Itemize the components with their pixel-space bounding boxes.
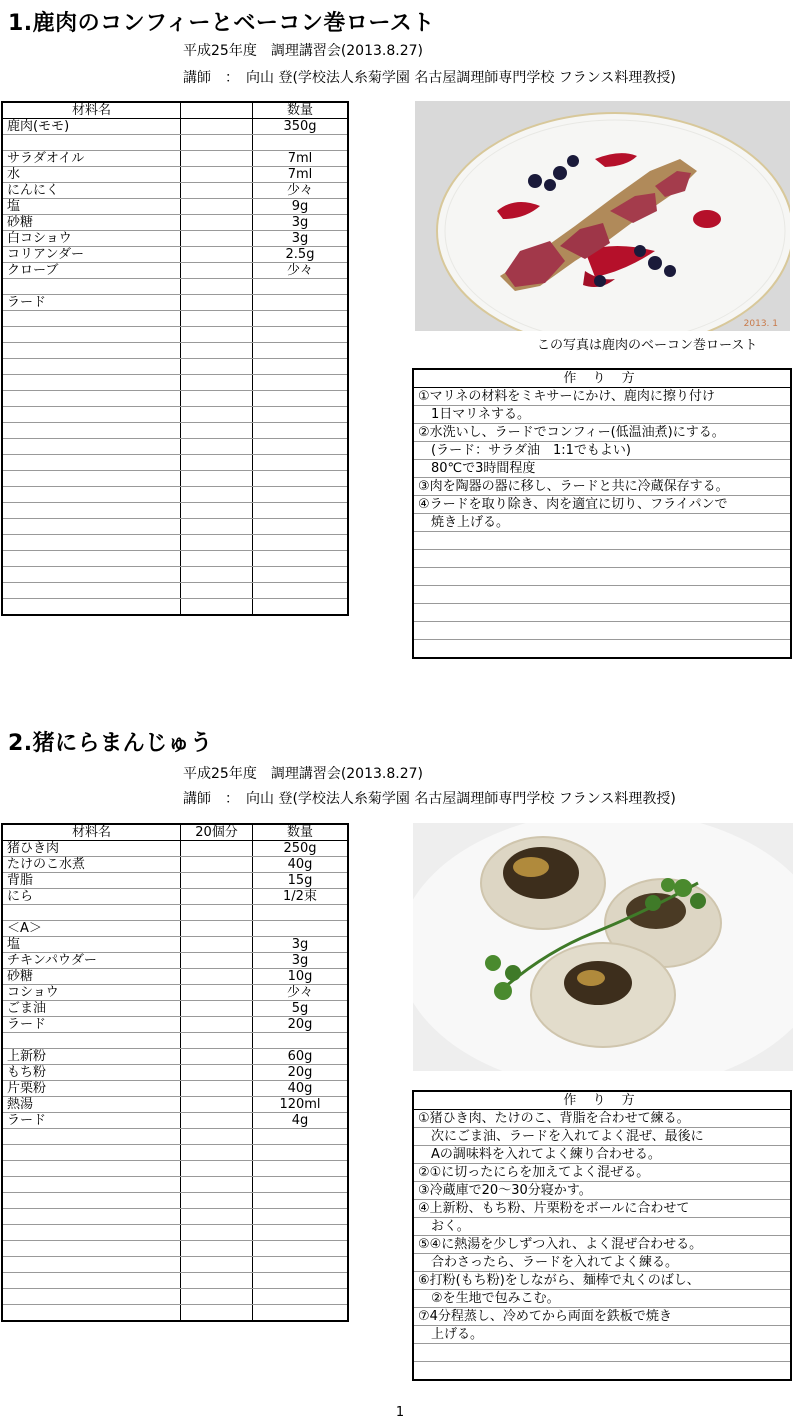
ingredient-note: [181, 247, 253, 263]
ingredient-quantity: [253, 551, 349, 567]
recipe2-session: 平成25年度 調理講習会(2013.8.27): [183, 766, 423, 782]
ingredient-quantity: [253, 1257, 349, 1273]
recipe1-photo: [415, 101, 790, 331]
ingredient-quantity: [253, 1161, 349, 1177]
ingredient-name: [2, 1305, 181, 1322]
ingredient-note: [181, 439, 253, 455]
table-row: [2, 1177, 348, 1193]
table-row: [2, 937, 348, 953]
recipe1-session: 平成25年度 調理講習会(2013.8.27): [183, 43, 423, 59]
recipe2-method-box: [412, 1090, 792, 1381]
table-header-row: [2, 824, 348, 841]
ingredient-quantity: [253, 1289, 349, 1305]
ingredient-quantity: [253, 1033, 349, 1049]
table-row: [2, 327, 348, 343]
ingredient-note: [181, 1145, 253, 1161]
ingredient-quantity: 7ml: [253, 151, 349, 167]
method-line: 1日マリネする。: [414, 406, 790, 424]
table-row: [2, 1273, 348, 1289]
table-row: [2, 567, 348, 583]
ingredient-quantity: [253, 1129, 349, 1145]
ingredient-quantity: [253, 1209, 349, 1225]
method-line: 次にごま油、ラードを入れてよく混ぜ、最後に: [414, 1128, 790, 1146]
table-row: [2, 1305, 348, 1322]
ingredient-quantity: [253, 1241, 349, 1257]
ingredient-name: [2, 471, 181, 487]
table-row: [2, 1225, 348, 1241]
ingredient-quantity: [253, 599, 349, 616]
ingredient-quantity: [253, 455, 349, 471]
ingredient-quantity: 2.5g: [253, 247, 349, 263]
ingredient-note: [181, 1289, 253, 1305]
ingredient-name: [2, 1129, 181, 1145]
ingredient-name: [2, 359, 181, 375]
method-line: ⑤④に熱湯を少しずつ入れ、よく混ぜ合わせる。: [414, 1236, 790, 1254]
ingredient-name: クローブ: [2, 263, 181, 279]
ingredient-name: 上新粉: [2, 1049, 181, 1065]
ingredient-name: [2, 311, 181, 327]
ingredient-note: [181, 873, 253, 889]
ingredient-note: [181, 167, 253, 183]
ingredient-note: [181, 215, 253, 231]
ingredient-note: [181, 391, 253, 407]
table-row: [2, 311, 348, 327]
ingredient-name: [2, 535, 181, 551]
method-line: [414, 622, 790, 640]
ingredient-name: [2, 1033, 181, 1049]
ingredient-quantity: [253, 1177, 349, 1193]
table-row: [2, 295, 348, 311]
method-line: [414, 532, 790, 550]
ingredient-name: 塩: [2, 937, 181, 953]
ingredient-quantity: 20g: [253, 1017, 349, 1033]
ingredient-quantity: [253, 583, 349, 599]
ingredient-note: [181, 455, 253, 471]
photo-date-stamp: 2013. 1: [743, 319, 778, 329]
table-row: [2, 151, 348, 167]
ingredient-note: [181, 1097, 253, 1113]
table-row: [2, 985, 348, 1001]
ingredient-quantity: 9g: [253, 199, 349, 215]
method-line: ②水洗いし、ラードでコンフィー(低温油煮)にする。: [414, 424, 790, 442]
method-line: ①マリネの材料をミキサーにかけ、鹿肉に擦り付け: [414, 388, 790, 406]
ingredient-name: [2, 1241, 181, 1257]
ingredient-name: [2, 503, 181, 519]
ingredient-note: [181, 985, 253, 1001]
column-header: [181, 102, 253, 119]
ingredient-quantity: [253, 295, 349, 311]
ingredient-note: [181, 343, 253, 359]
ingredient-name: にら: [2, 889, 181, 905]
ingredient-name: [2, 455, 181, 471]
ingredient-name: [2, 391, 181, 407]
ingredient-name: もち粉: [2, 1065, 181, 1081]
table-row: [2, 1081, 348, 1097]
ingredient-name: 砂糖: [2, 969, 181, 985]
method-line: [414, 586, 790, 604]
ingredient-name: [2, 135, 181, 151]
ingredient-note: [181, 1081, 253, 1097]
method-line: 80℃で3時間程度: [414, 460, 790, 478]
ingredient-name: [2, 407, 181, 423]
ingredient-note: [181, 1241, 253, 1257]
ingredient-name: ラード: [2, 1017, 181, 1033]
ingredient-note: [181, 423, 253, 439]
ingredient-note: [181, 551, 253, 567]
ingredient-note: [181, 503, 253, 519]
method-line: ③肉を陶器の器に移し、ラードと共に冷蔵保存する。: [414, 478, 790, 496]
ingredient-name: [2, 551, 181, 567]
table-row: [2, 1161, 348, 1177]
ingredient-quantity: [253, 535, 349, 551]
ingredient-note: [181, 135, 253, 151]
table-row: [2, 359, 348, 375]
column-header: 材料名: [2, 102, 181, 119]
ingredient-quantity: [253, 439, 349, 455]
method-line: ⑦4分程蒸し、冷めてから両面を鉄板で焼き: [414, 1308, 790, 1326]
table-row: [2, 1113, 348, 1129]
ingredient-name: [2, 375, 181, 391]
ingredient-note: [181, 199, 253, 215]
ingredient-note: [181, 231, 253, 247]
ingredient-name: 猪ひき肉: [2, 841, 181, 857]
method-line: [414, 550, 790, 568]
ingredient-note: [181, 1065, 253, 1081]
table-row: [2, 535, 348, 551]
ingredient-name: [2, 905, 181, 921]
table-row: [2, 551, 348, 567]
ingredient-name: [2, 1273, 181, 1289]
table-row: [2, 183, 348, 199]
column-header: 材料名: [2, 824, 181, 841]
ingredient-quantity: 3g: [253, 937, 349, 953]
ingredient-quantity: [253, 1193, 349, 1209]
ingredient-name: ラード: [2, 1113, 181, 1129]
method-line: [414, 640, 790, 657]
method-line: ②①に切ったにらを加えてよく混ぜる。: [414, 1164, 790, 1182]
ingredient-note: [181, 841, 253, 857]
ingredient-quantity: [253, 1305, 349, 1322]
ingredient-note: [181, 119, 253, 135]
method-line: [414, 568, 790, 586]
ingredient-name: [2, 1225, 181, 1241]
recipe1-method-box: [412, 368, 792, 659]
table-row: [2, 119, 348, 135]
recipe1-ingredients-table: [1, 101, 349, 616]
ingredient-name: [2, 487, 181, 503]
ingredient-name: コショウ: [2, 985, 181, 1001]
ingredient-quantity: 少々: [253, 263, 349, 279]
ingredient-quantity: 3g: [253, 215, 349, 231]
ingredient-note: [181, 311, 253, 327]
ingredient-note: [181, 535, 253, 551]
table-row: [2, 391, 348, 407]
method-line: ④ラードを取り除き、肉を適宜に切り、フライパンで: [414, 496, 790, 514]
recipe1-photo-caption: この写真は鹿肉のベーコン巻ロースト: [537, 338, 758, 353]
ingredient-name: [2, 599, 181, 616]
ingredient-quantity: 250g: [253, 841, 349, 857]
ingredient-name: 鹿肉(モモ): [2, 119, 181, 135]
ingredient-quantity: 1/2束: [253, 889, 349, 905]
ingredient-quantity: [253, 503, 349, 519]
ingredient-note: [181, 183, 253, 199]
table-row: [2, 953, 348, 969]
table-row: [2, 455, 348, 471]
ingredient-note: [181, 295, 253, 311]
method-header: 作 り 方: [414, 1092, 790, 1110]
table-row: [2, 1193, 348, 1209]
ingredient-quantity: [253, 1273, 349, 1289]
ingredient-quantity: [253, 135, 349, 151]
ingredient-note: [181, 263, 253, 279]
table-row: [2, 423, 348, 439]
table-row: [2, 199, 348, 215]
ingredient-quantity: [253, 311, 349, 327]
ingredient-name: 白コショウ: [2, 231, 181, 247]
ingredient-quantity: [253, 359, 349, 375]
ingredient-quantity: 少々: [253, 183, 349, 199]
ingredient-name: [2, 423, 181, 439]
ingredient-name: [2, 1257, 181, 1273]
table-row: [2, 343, 348, 359]
method-line: 上げる。: [414, 1326, 790, 1344]
table-row: [2, 1001, 348, 1017]
ingredient-name: ラード: [2, 295, 181, 311]
ingredient-quantity: [253, 905, 349, 921]
ingredient-note: [181, 487, 253, 503]
method-line: (ラード：サラダ油 1:1でもよい): [414, 442, 790, 460]
table-row: [2, 1241, 348, 1257]
ingredient-quantity: [253, 471, 349, 487]
table-row: [2, 247, 348, 263]
ingredient-name: [2, 343, 181, 359]
ingredient-name: [2, 279, 181, 295]
table-row: [2, 1017, 348, 1033]
ingredient-quantity: 3g: [253, 231, 349, 247]
table-row: [2, 1065, 348, 1081]
table-header-row: [2, 102, 348, 119]
table-row: [2, 215, 348, 231]
table-row: [2, 439, 348, 455]
ingredient-note: [181, 1305, 253, 1322]
ingredient-quantity: [253, 423, 349, 439]
ingredient-quantity: 5g: [253, 1001, 349, 1017]
table-row: [2, 487, 348, 503]
ingredient-name: [2, 1161, 181, 1177]
ingredient-note: [181, 1129, 253, 1145]
method-line: [414, 1362, 790, 1379]
ingredient-note: [181, 857, 253, 873]
table-row: [2, 1145, 348, 1161]
page-number: 1: [395, 1405, 405, 1420]
ingredient-quantity: 120ml: [253, 1097, 349, 1113]
ingredient-name: [2, 1193, 181, 1209]
ingredient-quantity: 少々: [253, 985, 349, 1001]
table-row: [2, 1129, 348, 1145]
table-row: [2, 583, 348, 599]
recipe2-title: 2.猪にらまんじゅう: [8, 731, 213, 756]
ingredient-name: [2, 583, 181, 599]
table-row: [2, 969, 348, 985]
ingredient-quantity: [253, 375, 349, 391]
method-line: ①猪ひき肉、たけのこ、背脂を合わせて練る。: [414, 1110, 790, 1128]
column-header: 数量: [253, 102, 349, 119]
ingredient-note: [181, 375, 253, 391]
method-line: [414, 1344, 790, 1362]
method-line: ④上新粉、もち粉、片栗粉をボールに合わせて: [414, 1200, 790, 1218]
ingredient-note: [181, 1209, 253, 1225]
method-line: Aの調味料を入れてよく練り合わせる。: [414, 1146, 790, 1164]
method-line: ②を生地で包みこむ。: [414, 1290, 790, 1308]
column-header: 数量: [253, 824, 349, 841]
table-row: [2, 1257, 348, 1273]
ingredient-name: 熱湯: [2, 1097, 181, 1113]
table-row: [2, 1209, 348, 1225]
ingredient-name: [2, 327, 181, 343]
table-row: [2, 503, 348, 519]
ingredient-quantity: [253, 407, 349, 423]
table-row: [2, 1097, 348, 1113]
ingredient-note: [181, 1033, 253, 1049]
ingredient-note: [181, 359, 253, 375]
recipe2-photo: [413, 823, 793, 1071]
ingredient-note: [181, 1225, 253, 1241]
ingredient-name: 水: [2, 167, 181, 183]
table-row: [2, 1049, 348, 1065]
table-row: [2, 857, 348, 873]
ingredient-note: [181, 279, 253, 295]
ingredient-name: ＜A＞: [2, 921, 181, 937]
ingredient-name: コリアンダー: [2, 247, 181, 263]
table-row: [2, 1289, 348, 1305]
ingredient-quantity: [253, 921, 349, 937]
ingredient-note: [181, 1257, 253, 1273]
table-row: [2, 167, 348, 183]
method-line: 合わさったら、ラードを入れてよく練る。: [414, 1254, 790, 1272]
ingredient-note: [181, 327, 253, 343]
ingredient-quantity: [253, 343, 349, 359]
ingredient-quantity: 10g: [253, 969, 349, 985]
ingredient-name: ごま油: [2, 1001, 181, 1017]
ingredient-name: [2, 1209, 181, 1225]
recipe2-instructor: 講師 ： 向山 登(学校法人糸菊学園 名古屋調理師専門学校 フランス料理教授): [183, 791, 676, 807]
table-row: [2, 231, 348, 247]
ingredient-note: [181, 519, 253, 535]
ingredient-note: [181, 599, 253, 616]
ingredient-quantity: [253, 1225, 349, 1241]
ingredient-note: [181, 567, 253, 583]
ingredient-name: にんにく: [2, 183, 181, 199]
ingredient-note: [181, 1017, 253, 1033]
table-row: [2, 519, 348, 535]
ingredient-quantity: [253, 1145, 349, 1161]
ingredient-name: 背脂: [2, 873, 181, 889]
ingredient-note: [181, 937, 253, 953]
ingredient-note: [181, 1049, 253, 1065]
recipe1-title: 1.鹿肉のコンフィーとベーコン巻ロースト: [8, 11, 435, 36]
ingredient-note: [181, 905, 253, 921]
ingredient-name: たけのこ水煮: [2, 857, 181, 873]
ingredient-note: [181, 1001, 253, 1017]
ingredient-name: 塩: [2, 199, 181, 215]
ingredient-name: [2, 567, 181, 583]
ingredient-name: [2, 439, 181, 455]
ingredient-quantity: [253, 487, 349, 503]
method-line: ⑥打粉(もち粉)をしながら、麺棒で丸くのばし、: [414, 1272, 790, 1290]
ingredient-note: [181, 1273, 253, 1289]
ingredient-note: [181, 889, 253, 905]
ingredient-note: [181, 953, 253, 969]
table-row: [2, 471, 348, 487]
ingredient-name: 砂糖: [2, 215, 181, 231]
ingredient-note: [181, 969, 253, 985]
table-row: [2, 841, 348, 857]
ingredient-note: [181, 1113, 253, 1129]
ingredient-quantity: 20g: [253, 1065, 349, 1081]
table-row: [2, 279, 348, 295]
ingredient-name: [2, 1177, 181, 1193]
ingredient-name: [2, 1145, 181, 1161]
method-header: 作 り 方: [414, 370, 790, 388]
ingredient-name: [2, 1289, 181, 1305]
ingredient-note: [181, 407, 253, 423]
column-header: 20個分: [181, 824, 253, 841]
ingredient-note: [181, 1193, 253, 1209]
table-row: [2, 263, 348, 279]
ingredient-quantity: 4g: [253, 1113, 349, 1129]
ingredient-name: 片栗粉: [2, 1081, 181, 1097]
table-row: [2, 921, 348, 937]
ingredient-quantity: 40g: [253, 857, 349, 873]
ingredient-quantity: 40g: [253, 1081, 349, 1097]
ingredient-quantity: [253, 279, 349, 295]
ingredient-quantity: 350g: [253, 119, 349, 135]
ingredient-name: [2, 519, 181, 535]
recipe2-ingredients-table: [1, 823, 349, 1322]
method-line: ③冷蔵庫で20～30分寝かす。: [414, 1182, 790, 1200]
ingredient-note: [181, 151, 253, 167]
ingredient-note: [181, 1177, 253, 1193]
ingredient-quantity: 15g: [253, 873, 349, 889]
ingredient-quantity: 3g: [253, 953, 349, 969]
recipe1-instructor: 講師 ： 向山 登(学校法人糸菊学園 名古屋調理師専門学校 フランス料理教授): [183, 70, 676, 86]
ingredient-note: [181, 471, 253, 487]
method-line: おく。: [414, 1218, 790, 1236]
ingredient-name: サラダオイル: [2, 151, 181, 167]
table-row: [2, 599, 348, 616]
table-row: [2, 905, 348, 921]
table-row: [2, 407, 348, 423]
table-row: [2, 1033, 348, 1049]
table-row: [2, 889, 348, 905]
ingredient-quantity: 7ml: [253, 167, 349, 183]
ingredient-note: [181, 921, 253, 937]
ingredient-note: [181, 1161, 253, 1177]
ingredient-quantity: [253, 327, 349, 343]
table-row: [2, 873, 348, 889]
table-row: [2, 375, 348, 391]
method-line: [414, 604, 790, 622]
method-line: 焼き上げる。: [414, 514, 790, 532]
table-row: [2, 135, 348, 151]
ingredient-quantity: 60g: [253, 1049, 349, 1065]
ingredient-name: チキンパウダー: [2, 953, 181, 969]
ingredient-note: [181, 583, 253, 599]
ingredient-quantity: [253, 391, 349, 407]
ingredient-quantity: [253, 567, 349, 583]
ingredient-quantity: [253, 519, 349, 535]
